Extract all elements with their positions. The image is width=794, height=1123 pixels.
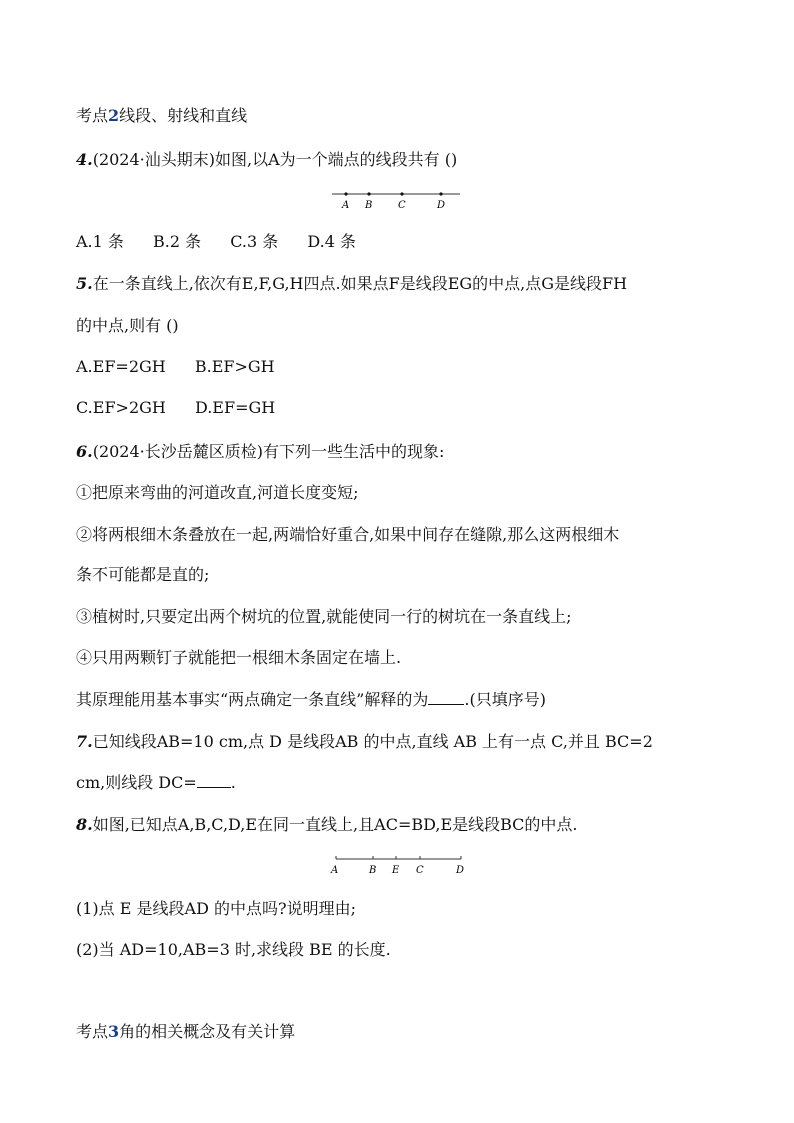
q4-point-b xyxy=(367,192,370,195)
q4-point-d xyxy=(439,192,442,195)
section-2-title: 线段、射线和直线 xyxy=(119,106,248,125)
question-5-options-row-2 xyxy=(76,396,299,420)
question-7-line-2 xyxy=(76,771,236,795)
q4-option-b[interactable]: B.2 条 xyxy=(153,232,202,251)
question-6-stem xyxy=(76,440,444,464)
q5-option-d[interactable]: D.EF=GH xyxy=(194,398,276,417)
question-5-text-1: 在一条直线上,依次有E,F,G,H四点.如果点F是线段EG的中点,点G是线段FH xyxy=(92,274,628,293)
question-6-ask xyxy=(76,688,546,712)
section-3-prefix: 考点 xyxy=(76,1022,109,1041)
section-2-prefix: 考点 xyxy=(76,106,109,125)
question-7-answer-blank[interactable] xyxy=(197,773,231,788)
section-2-number: 2 xyxy=(108,106,120,125)
q4-label-a: A xyxy=(342,200,350,211)
q5-option-c[interactable]: C.EF>2GH xyxy=(76,398,166,417)
question-7-text-1: 已知线段AB=10 cm,点 D 是线段AB 的中点,直线 AB 上有一点 C,并且 BC=2 xyxy=(92,732,653,751)
q4-point-c xyxy=(400,192,403,195)
q4-option-a[interactable]: A.1 条 xyxy=(76,232,124,251)
question-7-number: 7. xyxy=(76,732,93,751)
question-6-number: 6. xyxy=(76,442,93,461)
q4-label-d: D xyxy=(437,200,446,211)
q8-label-c: C xyxy=(416,865,424,876)
q4-label-c: C xyxy=(398,200,406,211)
question-5-stem-line-1 xyxy=(76,272,627,296)
question-6-item-2-line-2: 条不可能都是直的; xyxy=(76,565,210,584)
question-8-text: 如图,已知点A,B,C,D,E在同一直线上,且AC=BD,E是线段BC的中点. xyxy=(92,815,578,834)
question-7-text-3: . xyxy=(230,773,236,792)
question-4-options xyxy=(76,230,380,254)
section-2-header xyxy=(76,104,247,128)
question-8-sub-2: (2)当 AD=10,AB=3 时,求线段 BE 的长度. xyxy=(76,940,391,959)
q4-option-d[interactable]: D.4 条 xyxy=(307,232,356,251)
question-8-number: 8. xyxy=(76,815,93,834)
question-6-ask-before: 其原理能用基本事实“两点确定一条直线”解释的为 xyxy=(76,690,429,709)
question-6-item-1: ①把原来弯曲的河道改直,河道长度变短; xyxy=(76,483,359,502)
section-3-header xyxy=(76,1020,295,1044)
q8-label-d: D xyxy=(456,865,465,876)
question-7-text-2: cm,则线段 DC= xyxy=(76,773,197,792)
q8-label-b: B xyxy=(369,865,377,876)
question-5-stem-line-2: 的中点,则有 () xyxy=(76,316,179,335)
question-6-item-3: ③植树时,只要定出两个树坑的位置,就能使同一行的树坑在一条直线上; xyxy=(76,607,572,626)
q8-label-a: A xyxy=(331,865,339,876)
question-4-number: 4. xyxy=(76,150,93,169)
question-6-text: (2024·长沙岳麓区质检)有下列一些生活中的现象: xyxy=(92,442,445,461)
question-6-item-2-line-1: ②将两根细木条叠放在一起,两端恰好重合,如果中间存在缝隙,那么这两根细木 xyxy=(76,525,620,544)
question-4-figure xyxy=(330,186,464,212)
question-6-ask-after: .(只填序号) xyxy=(464,690,546,709)
question-6-answer-blank[interactable] xyxy=(428,690,464,705)
question-8-sub-1: (1)点 E 是线段AD 的中点吗?说明理由; xyxy=(76,899,356,918)
q4-point-a xyxy=(344,192,347,195)
question-6-item-4: ④只用两颗钉子就能把一根细木条固定在墙上. xyxy=(76,648,402,667)
question-7-line-1 xyxy=(76,730,653,754)
question-4-stem xyxy=(76,148,457,172)
question-5-number: 5. xyxy=(76,274,93,293)
question-4-text: (2024·汕头期末)如图,以A为一个端点的线段共有 () xyxy=(92,150,458,169)
section-3-title: 角的相关概念及有关计算 xyxy=(119,1022,296,1041)
q4-label-b: B xyxy=(365,200,373,211)
question-5-options-row-1 xyxy=(76,355,299,379)
section-3-number: 3 xyxy=(108,1022,120,1041)
question-8-figure xyxy=(328,850,468,878)
question-8-stem xyxy=(76,813,578,837)
q5-option-a[interactable]: A.EF=2GH xyxy=(76,357,166,376)
q5-option-b[interactable]: B.EF>GH xyxy=(194,357,275,376)
q4-option-c[interactable]: C.3 条 xyxy=(230,232,279,251)
q8-label-e: E xyxy=(392,865,400,876)
